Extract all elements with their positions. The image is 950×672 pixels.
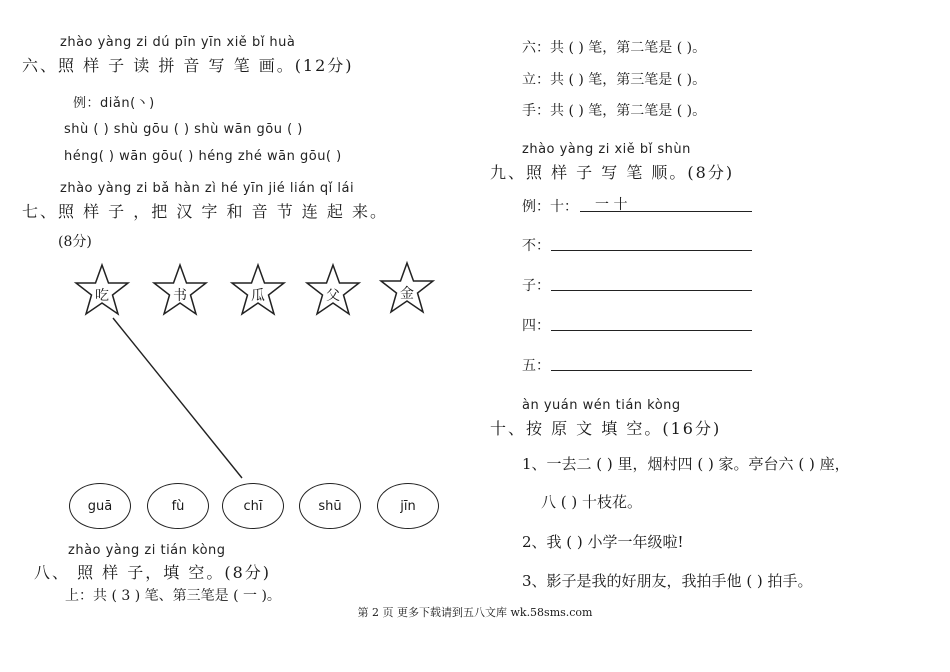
s8-line-2: 六：共 ( ) 笔，第二笔是 ( )。 (522, 40, 707, 56)
page-footer: 第 2 页 更多下载请到五八文库 wk.58sms.com (357, 606, 593, 619)
s10-line-4: 3、影子是我的好朋友，我拍手他 ( ) 拍手。 (522, 572, 813, 590)
oval-shu: shū (299, 483, 361, 529)
oval-fu: fù (147, 483, 209, 529)
s9-item-wu: 五： (522, 358, 550, 374)
star-char: 书 (173, 288, 187, 304)
s8-title: 八、 照 样 子，填 空。(8分) (34, 563, 272, 582)
answer-line (551, 330, 752, 331)
s8-line-3: 立：共 ( ) 笔，第三笔是 ( )。 (522, 72, 707, 88)
oval-gua: guā (69, 483, 131, 529)
star-char: 父 (326, 288, 340, 304)
s6-row2: héng( ) wān gōu( ) héng zhé wān gōu( ) (64, 149, 342, 164)
s6-pinyin: zhào yàng zi dú pīn yīn xiě bǐ huà (60, 35, 296, 50)
s10-title: 十、按 原 文 填 空。(16分) (490, 419, 722, 438)
s10-line-1: 1、一去二 ( ) 里，烟村四 ( ) 家。亭台六 ( ) 座， (522, 455, 850, 473)
star-char: 瓜 (251, 288, 265, 304)
s8-line-1: 上：共 ( 3 ) 笔、第三笔是 ( 一 )。 (65, 588, 281, 604)
oval-chi: chī (222, 483, 284, 529)
s10-line-2: 八 ( ) 十枝花。 (541, 493, 643, 511)
star-char: 吃 (95, 288, 109, 304)
answer-line (551, 290, 752, 291)
s6-example: 例：diǎn(丶) (73, 96, 155, 111)
s7-pinyin: zhào yàng zi bǎ hàn zì hé yīn jié lián qǐ lái (60, 181, 355, 196)
answer-line (580, 211, 752, 212)
s10-pinyin: àn yuán wén tián kòng (522, 398, 681, 413)
s8-line-4: 手：共 ( ) 笔，第二笔是 ( )。 (522, 103, 707, 119)
s9-example-strokes: 一 十 (595, 197, 628, 213)
answer-line (551, 250, 752, 251)
s9-item-zi: 子： (522, 278, 550, 294)
s9-pinyin: zhào yàng zi xiě bǐ shùn (522, 142, 691, 157)
s6-row1: shù ( ) shù gōu ( ) shù wān gōu ( ) (64, 122, 303, 137)
s9-item-si: 四： (522, 318, 550, 334)
s9-item-bu: 不： (522, 238, 550, 254)
s10-line-3: 2、我 ( ) 小学一年级啦! (522, 533, 684, 551)
answer-line (551, 370, 752, 371)
s7-title: 七、照 样 子 ，把 汉 字 和 音 节 连 起 来。 (22, 202, 388, 221)
oval-jin: jīn (377, 483, 439, 529)
s8-pinyin: zhào yàng zi tián kòng (68, 543, 226, 558)
s7-score: (8分) (58, 234, 92, 250)
s9-example-label: 例：十： (522, 199, 578, 215)
s6-title: 六、照 样 子 读 拼 音 写 笔 画。(12分) (22, 56, 354, 75)
star-char: 金 (400, 286, 414, 302)
s9-title: 九、照 样 子 写 笔 顺。(8分) (490, 163, 735, 182)
